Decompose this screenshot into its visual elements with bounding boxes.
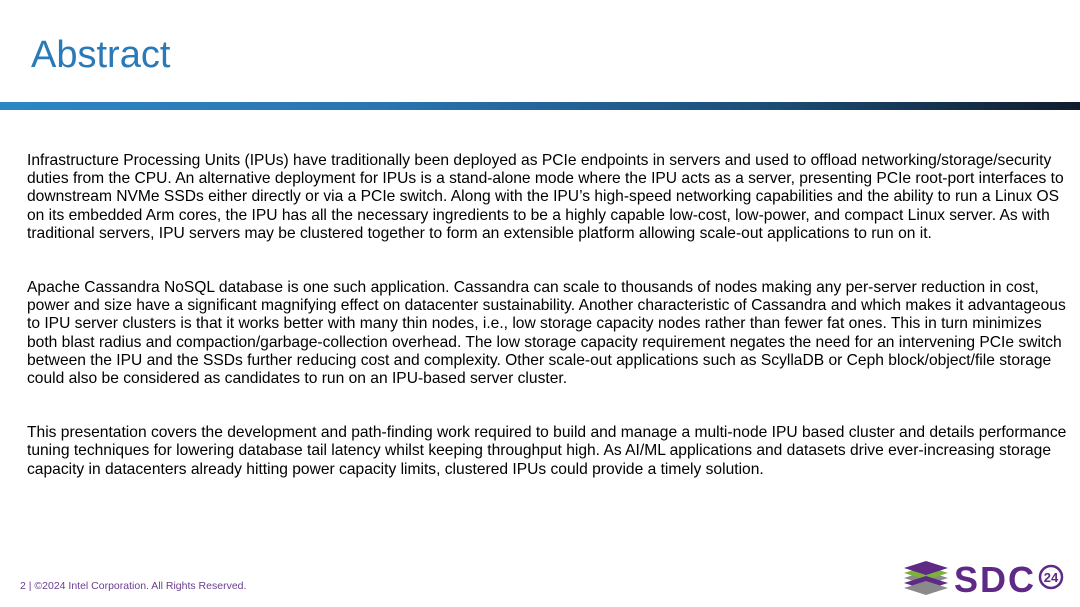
stack-icon xyxy=(904,561,948,595)
abstract-paragraph-1: Infrastructure Processing Units (IPUs) have traditionally been deployed as PCIe endpoints in servers and used to offload networking/storage/security duties from the CPU. An alternative deployment for IPUs is a stand-alone mode where the IPU acts as a server, presenting PCIe root-port interfaces to downstream NVMe SSDs either directly or via a PCIe switch. Along with the IPU’s high-speed networking capabilities and the ability to run a Linux OS on its embedded Arm cores, the IPU has all the necessary ingredients to be a highly capable low-cost, low-power, and compact Linux server. As with traditional servers, IPU servers may be clustered together to form an extensible platform allowing scale-out applications to run on it. xyxy=(27,152,1064,242)
abstract-paragraph-3: This presentation covers the development and path-finding work required to build and manage a multi-node IPU based cluster and details performance tuning techniques for lowering database tail latency whilst keeping throughput high. As AI/ML applications and datasets drive ever-increasing storage capacity in datacenters already hitting power capacity limits, clustered IPUs could provide a timely solution. xyxy=(27,424,1067,478)
slide-footer: 2 | ©2024 Intel Corporation. All Rights Reserved. xyxy=(20,580,247,592)
sdc-logo xyxy=(902,557,1066,599)
abstract-body xyxy=(27,152,1067,515)
slide-title: Abstract xyxy=(31,34,171,76)
abstract-paragraph-2: Apache Cassandra NoSQL database is one such application. Cassandra can scale to thousands of nodes making any per-server reduction in cost, power and size have a significant magnifying effect on datacenter sustainability. Another characteristic of Cassandra and which makes it advantageous to IPU server clusters is that it works better with many thin nodes, i.e., low storage capacity nodes rather than fewer fat ones. This in turn minimizes both blast radius and compaction/garbage-collection overhead. The low storage capacity requirement negates the need for an intervening PCIe switch between the IPU and the SSDs further reducing cost and complexity. Other scale-out applications such as ScyllaDB or Ceph block/object/file storage could also be considered as candidates to run on an IPU-based server cluster. xyxy=(27,279,1066,388)
logo-letters: SDC xyxy=(954,559,1037,599)
logo-year: 24 xyxy=(1043,570,1059,585)
title-divider-bar xyxy=(0,102,1080,110)
